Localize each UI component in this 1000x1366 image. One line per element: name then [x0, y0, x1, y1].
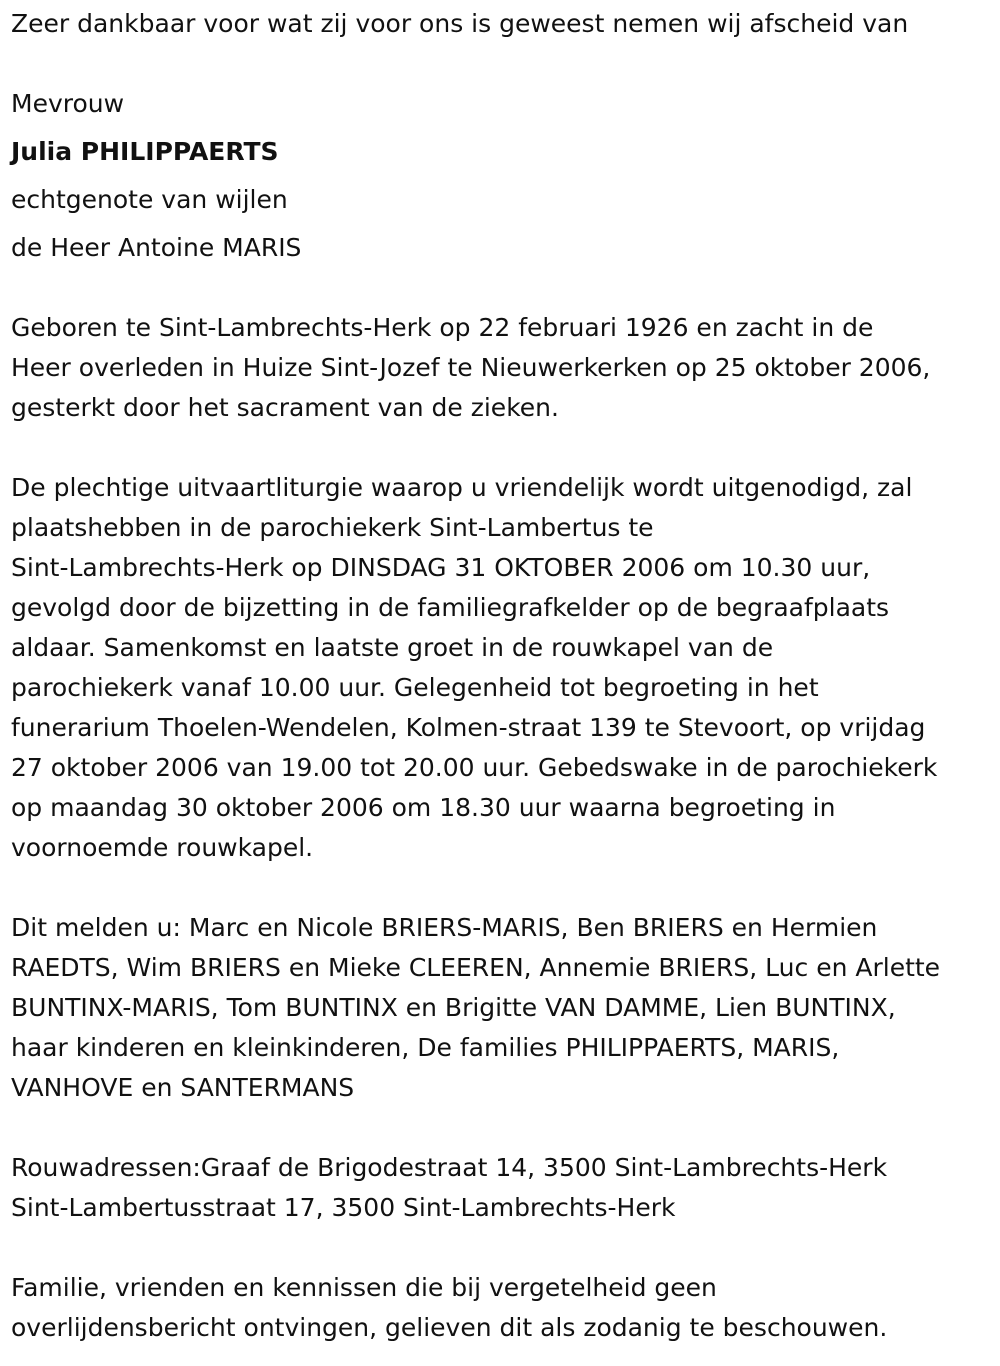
funeral-info-paragraph: De plechtige uitvaartliturgie waarop u vriendelijk wordt uitgenodigd, zal plaatshebben in de parochiekerk Sint-Lambertus te Sint-Lambrechts-Herk op DINSDAG 31 OKTOBER 2006 om 10.30 uur, gevolgd door de bijzetting in de familiegrafkelder op de begraafplaats aldaar. Samenkomst en laatste groet in de rouwkapel van de parochiekerk vanaf 10.00 uur. Gelegenheid tot begroeting in het funerarium Thoelen-Wendelen, Kolmen-straat 139 te Stevoort, op vrijdag 27 oktober 2006 van 19.00 tot 20.00 uur. Gebedswake in de parochiekerk op maandag 30 oktober 2006 om 18.30 uur waarna begroeting in voornoemde rouwkapel. — [11, 473, 938, 862]
birth-death-paragraph: Geboren te Sint-Lambrechts-Herk op 22 februari 1926 en zacht in de Heer overleden in Huize Sint-Jozef te Nieuwerkerken op 25 oktober 2006, gesterkt door het sacrament van de zieken. — [11, 313, 931, 422]
intro-text: Zeer dankbaar voor wat zij voor ons is geweest nemen wij afscheid van — [11, 9, 909, 38]
deceased-name: Julia PHILIPPAERTS — [11, 137, 279, 166]
mourning-addresses: Rouwadressen:Graaf de Brigodestraat 14, 3500 Sint-Lambrechts-Herk Sint-Lambertusstraat 17, 3500 Sint-Lambrechts-Herk — [11, 1153, 888, 1222]
closing-note: Familie, vrienden en kennissen die bij vergetelheid geen overlijdensbericht ontvingen, gelieven dit als zodanig te beschouwen. — [11, 1273, 888, 1342]
relation-text: echtgenote van wijlen — [11, 185, 288, 214]
title-prefix: Mevrouw — [11, 89, 125, 118]
announced-by-paragraph: Dit melden u: Marc en Nicole BRIERS-MARIS, Ben BRIERS en Hermien RAEDTS, Wim BRIERS en Mieke CLEEREN, Annemie BRIERS, Luc en Arlette BUNTINX-MARIS, Tom BUNTINX en Brigitte VAN DAMME, Lien BUNTINX, haar kinderen en kleinkinderen, De families PHILIPPAERTS, MARIS, VANHOVE en SANTERMANS — [11, 913, 941, 1102]
obituary-notice — [11, 4, 991, 1348]
spouse-name: de Heer Antoine MARIS — [11, 233, 302, 262]
